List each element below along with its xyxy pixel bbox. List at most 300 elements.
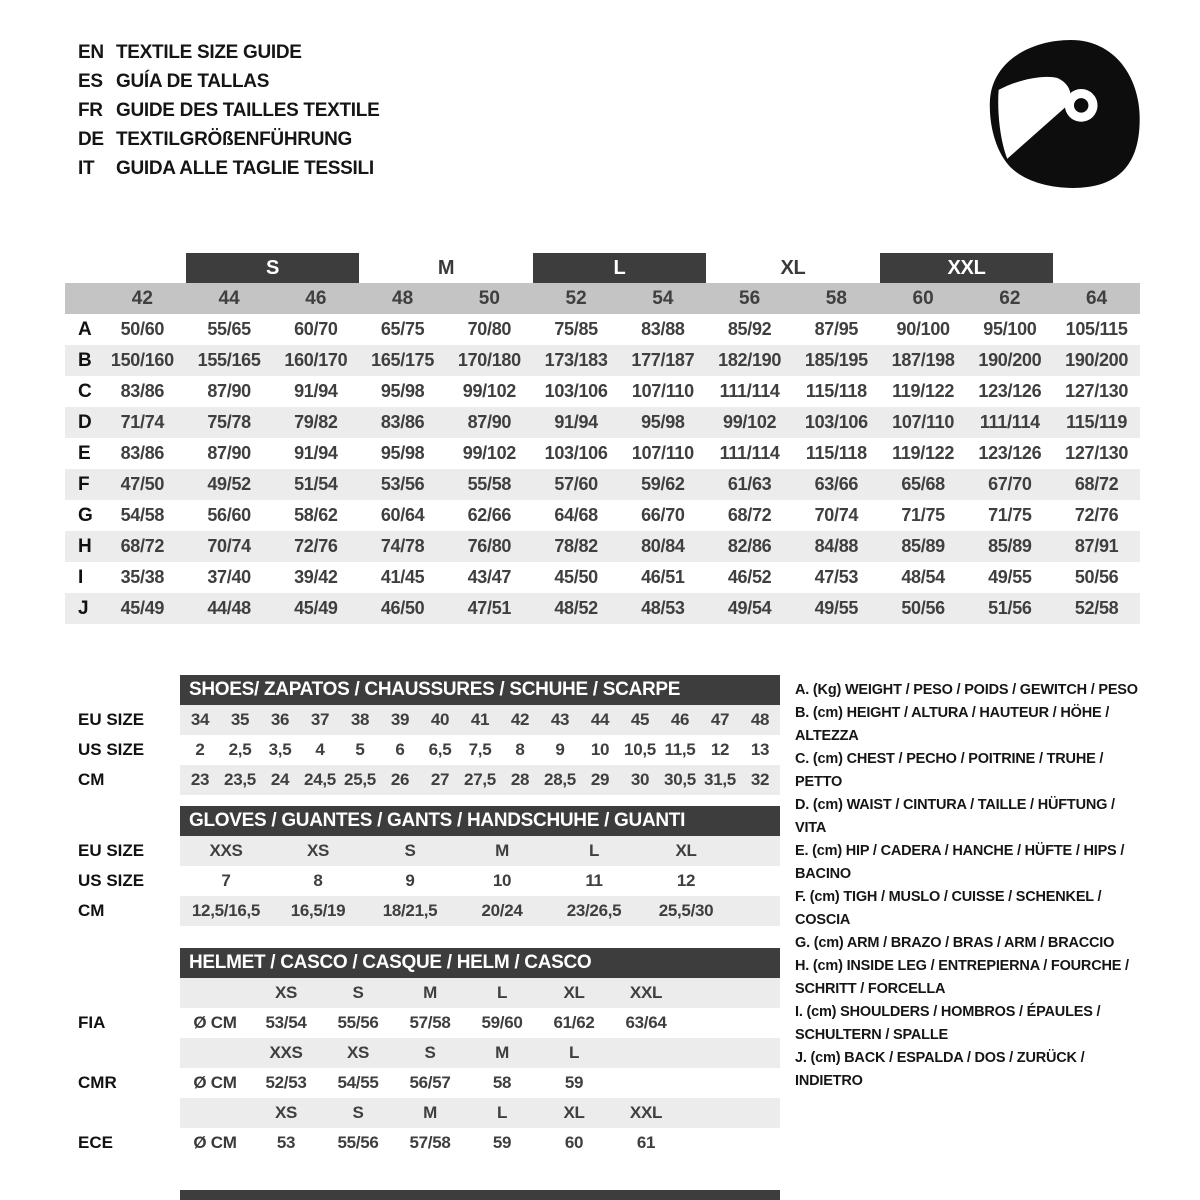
gloves-values [180,866,780,896]
row-letter: J [78,598,89,619]
helmet-size-label: M [495,1043,509,1062]
size-value: L [588,841,600,860]
measure-row-e [65,438,1140,469]
size-value: 85/92 [727,319,772,339]
size-value: 59/60 [481,1013,523,1032]
column-header: 48 [392,288,414,309]
diameter-unit: Ø CM [193,1073,237,1092]
size-value: 75/78 [207,412,251,432]
helmet-size-label: L [568,1043,580,1062]
size-value: 60 [564,1133,584,1152]
language-title: GUÍA DE TALLAS [116,71,270,92]
size-value: 190/200 [978,350,1042,370]
column-header: 60 [912,288,934,309]
size-value: 91/94 [294,381,338,401]
helmet-size-label: M [423,983,437,1002]
size-value: 47 [710,710,730,729]
size-value: 150/160 [110,350,174,370]
size-value: 30,5 [664,770,696,789]
size-value: 60/64 [380,505,425,525]
size-value: 48/54 [901,567,945,587]
size-value: 95/100 [983,319,1037,339]
size-value: 115/118 [805,443,867,463]
size-value: 36 [270,710,290,729]
spacer [180,978,250,1008]
size-value: 57/60 [554,474,598,494]
gloves-section-title: GLOVES / GUANTES / GANTS / HANDSCHUHE / GUANTI [180,806,780,836]
textile-size-table [65,253,1140,624]
spacer [65,1038,180,1068]
size-value: 31,5 [704,770,736,789]
size-value: 6 [395,740,405,759]
size-value: 115/119 [1066,412,1128,432]
row-letter: C [78,381,92,402]
language-code: DE [78,129,104,150]
column-header: 44 [218,288,240,309]
measure-row-a [65,314,1140,345]
size-value: 41/45 [380,567,425,587]
size-value: 59/62 [641,474,685,494]
size-value: 68/72 [120,536,165,556]
size-value: 62/66 [467,505,512,525]
measure-row-f [65,469,1140,500]
size-group-xl: XL [780,257,806,279]
size-value: 46/50 [380,598,425,618]
size-value: 84/88 [814,536,859,556]
size-value: 61/63 [727,474,772,494]
measure-row-b [65,345,1140,376]
shoes-rows [65,705,780,795]
size-value: 160/170 [284,350,348,370]
size-value: 177/187 [631,350,695,370]
size-value: 18/21,5 [382,901,438,920]
size-value: 99/102 [462,381,516,401]
size-value: 61/62 [553,1013,595,1032]
helmet-sizes-row-cmr [65,1038,780,1068]
size-value: 29 [590,770,610,789]
size-value: 119/122 [892,381,955,401]
next-section-bar-cutoff [180,1190,780,1200]
shoes-section-title: SHOES/ ZAPATOS / CHAUSSURES / SCHUHE / SCARPE [180,675,780,705]
legend-item-a: A. (Kg) WEIGHT / PESO / POIDS / GEWITCH / PESO [795,682,1138,698]
size-value: 49/54 [727,598,772,618]
standard-label-cmr: CMR [78,1073,117,1092]
size-value: 12,5/16,5 [191,901,261,920]
size-value: 70/80 [467,319,512,339]
measure-row-j [65,593,1140,624]
size-value: 8 [515,740,525,759]
size-value: 25,5 [344,770,376,789]
shoes-values [180,735,780,765]
spacer [65,978,180,1008]
size-value: 85/89 [901,536,945,556]
size-value: 56/57 [409,1073,451,1092]
size-value: 46/51 [641,567,685,587]
language-code: FR [78,100,103,121]
size-value: 23 [190,770,210,789]
helmet-size-label: S [352,1103,364,1122]
language-row [78,96,379,125]
shoes-label-us-size: US SIZE [78,740,145,759]
size-value: XL [675,841,697,860]
size-value: 82/86 [727,536,772,556]
language-code: EN [78,42,104,63]
helmet-values [180,1068,780,1098]
size-value: 65/68 [901,474,945,494]
size-value: 9 [555,740,565,759]
racing-helmet-icon [978,28,1150,200]
helmet-sizes-row-fia [65,978,780,1008]
size-value: 16,5/19 [290,901,346,920]
legend-item-b: B. (cm) HEIGHT / ALTURA / HAUTEUR / HÖHE / ALTEZZA [795,705,1110,744]
size-value: 10 [590,740,610,759]
size-value: 50/56 [901,598,945,618]
size-value: 63/64 [625,1013,667,1032]
size-value: 64/68 [554,505,598,525]
legend-item-h: H. (cm) INSIDE LEG / ENTREPIERNA / FOURCHE / SCHRITT / FORCELLA [795,958,1129,997]
size-value: 83/86 [120,443,165,463]
shoes-row [65,735,780,765]
column-header: 46 [305,288,327,309]
size-value: 27,5 [464,770,496,789]
size-value: 71/74 [120,412,165,432]
diameter-unit: Ø CM [193,1133,237,1152]
size-value: 45 [630,710,650,729]
size-value: 43 [550,710,570,729]
row-letter: D [78,412,92,433]
size-value: 58/62 [294,505,338,525]
helmet-values-row-fia [65,1008,780,1038]
size-value: 44 [590,710,610,729]
language-title: GUIDE DES TAILLES TEXTILE [116,100,380,121]
helmet-size-label: XS [346,1043,370,1062]
size-value: M [495,841,509,860]
size-value: 71/75 [988,505,1032,525]
size-value: 107/110 [631,443,694,463]
helmet-values-row-cmr [65,1068,780,1098]
helmet-values [180,1128,780,1158]
column-header: 42 [131,288,153,309]
size-value: 35 [230,710,250,729]
size-value: 107/110 [631,381,694,401]
size-value: 47/51 [467,598,512,618]
size-value: 71/75 [901,505,945,525]
size-value: 54/58 [120,505,165,525]
size-value: 155/165 [197,350,261,370]
standard-label-ece: ECE [78,1133,113,1152]
size-value: 80/84 [641,536,685,556]
size-value: 43/47 [467,567,512,587]
measure-row-i [65,562,1140,593]
column-header: 52 [565,288,587,309]
size-value: 105/115 [1065,319,1128,339]
size-value: 111/114 [719,381,780,401]
size-value: 53 [276,1133,296,1152]
size-value: 24,5 [304,770,336,789]
language-code: ES [78,71,103,92]
size-value: 72/76 [1074,505,1119,525]
size-value: 34 [190,710,210,729]
gloves-values [180,836,780,866]
size-value: 95/98 [641,412,685,432]
size-value: 2 [195,740,205,759]
helmet-size-label: L [496,1103,508,1122]
size-value: 8 [313,871,323,890]
size-value: 185/195 [804,350,868,370]
shoes-row [65,705,780,735]
gloves-size-section [65,806,780,926]
size-value: 72/76 [294,536,338,556]
size-value: 46/52 [727,567,772,587]
helmet-size-headers [180,978,780,1008]
row-letter: A [78,319,92,340]
size-value: 7 [221,871,231,890]
legend-item-c: C. (cm) CHEST / PECHO / POITRINE / TRUHE / PETTO [795,751,1104,790]
column-header: 58 [825,288,847,309]
size-group-header-row [65,253,1140,283]
size-value: 53/54 [265,1013,307,1032]
size-value: 87/90 [207,381,251,401]
helmet-size-label: S [352,983,364,1002]
shoes-values [180,705,780,735]
size-value: 70/74 [814,505,859,525]
column-header: 50 [478,288,500,309]
size-value: 45/49 [294,598,338,618]
size-value: 45/50 [554,567,598,587]
size-value: 51/54 [294,474,338,494]
size-value: 49/52 [207,474,251,494]
size-value: 56/60 [207,505,251,525]
size-value: 10,5 [624,740,656,759]
gloves-label-eu-size: EU SIZE [78,841,145,860]
size-value: 27 [430,770,450,789]
size-value: 103/106 [804,412,868,432]
size-value: 40 [430,710,450,729]
size-value: 13 [750,740,770,759]
gloves-row [65,836,780,866]
size-value: 24 [270,770,290,789]
size-value: 7,5 [468,740,492,759]
size-value: 170/180 [457,350,521,370]
language-row [78,154,379,183]
size-value: 165/175 [371,350,435,370]
gloves-row [65,866,780,896]
shoes-label-cm: CM [78,770,105,789]
column-header: 62 [999,288,1021,309]
helmet-size-label: XXL [629,1103,663,1122]
numeric-size-column-row [65,283,1140,314]
size-value: 63/66 [814,474,859,494]
size-value: 20/24 [481,901,523,920]
size-value: 60/70 [294,319,338,339]
size-value: 37 [310,710,330,729]
spacer [180,1038,250,1068]
size-value: 50/60 [120,319,165,339]
column-header: 56 [739,288,761,309]
size-value: 55/65 [207,319,251,339]
size-value: 68/72 [727,505,772,525]
measure-row-g [65,500,1140,531]
measure-row-c [65,376,1140,407]
shoes-row [65,765,780,795]
size-value: 46 [670,710,690,729]
size-value: 12 [710,740,730,759]
helmet-values [180,1008,780,1038]
helmet-sizes-row-ece [65,1098,780,1128]
size-value: 35/38 [120,567,165,587]
size-value: 3,5 [268,740,292,759]
size-value: 182/190 [718,350,782,370]
size-value: 83/86 [380,412,425,432]
legend-item-g: G. (cm) ARM / BRAZO / BRAS / ARM / BRACCIO [795,935,1115,951]
size-value: 123/126 [978,381,1042,401]
size-value: 59 [564,1073,584,1092]
language-row [78,125,379,154]
size-value: 49/55 [988,567,1032,587]
size-value: 50/56 [1074,567,1119,587]
column-header: 64 [1086,288,1108,309]
gloves-rows [65,836,780,926]
size-value: 87/95 [814,319,859,339]
size-value: 111/114 [719,443,780,463]
size-value: 127/130 [1065,443,1129,463]
size-value: XS [306,841,330,860]
column-header: 54 [652,288,674,309]
size-value: 25,5/30 [658,901,714,920]
size-value: 58 [492,1073,512,1092]
size-value: 45/49 [120,598,165,618]
size-value: 67/70 [988,474,1032,494]
size-value: 57/58 [409,1013,451,1032]
row-letter: G [78,505,93,526]
row-letter: H [78,536,92,557]
size-value: 38 [350,710,370,729]
language-title-list [78,38,379,183]
size-value: 187/198 [891,350,955,370]
size-value: 103/106 [544,443,608,463]
language-row [78,67,379,96]
diameter-unit: Ø CM [193,1013,237,1032]
size-value: 39 [390,710,410,729]
size-value: 48/53 [641,598,685,618]
size-value: S [404,841,416,860]
legend-item-e: E. (cm) HIP / CADERA / HANCHE / HÜFTE / HIPS / BACINO [795,843,1125,882]
gloves-row [65,896,780,926]
size-value: 66/70 [641,505,685,525]
measurement-legend [795,679,1147,1093]
size-value: 107/110 [892,412,955,432]
size-group-s: S [186,253,360,283]
size-value: 99/102 [722,412,777,432]
size-group-m: M [437,257,455,279]
size-value: 75/85 [554,319,598,339]
size-value: 76/80 [467,536,512,556]
legend-item-f: F. (cm) TIGH / MUSLO / CUISSE / SCHENKEL / COSCIA [795,889,1102,928]
legend-item-d: D. (cm) WAIST / CINTURA / TAILLE / HÜFTUNG / VITA [795,797,1115,836]
helmet-size-label: XL [563,1103,585,1122]
helmet-section-title: HELMET / CASCO / CASQUE / HELM / CASCO [180,948,780,978]
language-code: IT [78,158,95,179]
size-group-xxl: XXL [880,253,1054,283]
size-value: 103/106 [544,381,608,401]
size-value: 78/82 [554,536,598,556]
size-value: 57/58 [409,1133,451,1152]
row-letter: B [78,350,92,371]
helmet-size-label [610,1038,682,1068]
gloves-values [180,896,780,926]
size-value: 61 [636,1133,656,1152]
row-letter: F [78,474,90,495]
size-value: 23/26,5 [566,901,622,920]
size-value: 55/56 [337,1133,379,1152]
helmet-size-label: XS [274,983,298,1002]
helmet-size-label: XL [563,983,585,1002]
size-value: 59 [492,1133,512,1152]
measure-row-d [65,407,1140,438]
helmet-size-label: XXS [269,1043,303,1062]
size-value: 41 [470,710,490,729]
row-letter: I [78,567,84,588]
size-value: 127/130 [1065,381,1129,401]
standard-label-fia: FIA [78,1013,106,1032]
size-value: 119/122 [892,443,955,463]
size-value: 85/89 [988,536,1032,556]
gloves-label-cm: CM [78,901,105,920]
size-value: 99/102 [462,443,516,463]
helmet-size-label: L [496,983,508,1002]
size-value: XXS [209,841,243,860]
size-value: 47/53 [814,567,859,587]
size-value: 87/91 [1074,536,1119,556]
helmet-size-label: XS [274,1103,298,1122]
size-value: 68/72 [1074,474,1119,494]
size-value: 79/82 [294,412,338,432]
size-value: 48 [750,710,770,729]
size-value [610,1068,682,1098]
helmet-size-label: XXL [629,983,663,1002]
size-value: 48/52 [554,598,598,618]
shoes-size-section [65,675,780,795]
helmet-values-row-ece [65,1128,780,1158]
legend-item-i: I. (cm) SHOULDERS / HOMBROS / ÉPAULES / SCHULTERN / SPALLE [795,1004,1101,1043]
size-value: 49/55 [814,598,859,618]
size-value: 83/86 [120,381,165,401]
size-value: 42 [510,710,530,729]
spacer [180,1098,250,1128]
size-value: 91/94 [554,412,598,432]
gloves-label-us-size: US SIZE [78,871,145,890]
spacer [65,1098,180,1128]
size-value: 5 [355,740,365,759]
size-value: 190/200 [1065,350,1129,370]
size-value: 111/114 [979,412,1040,432]
size-value: 115/118 [805,381,867,401]
size-value: 11,5 [664,740,696,759]
size-value: 83/88 [641,319,685,339]
size-value: 65/75 [380,319,425,339]
size-value: 52/58 [1074,598,1119,618]
size-value: 9 [405,871,415,890]
size-value: 53/56 [380,474,425,494]
helmet-size-headers [180,1038,780,1068]
legend-item-j: J. (cm) BACK / ESPALDA / DOS / ZURÜCK / INDIETRO [795,1050,1085,1089]
shoes-label-eu-size: EU SIZE [78,710,145,729]
size-value: 4 [315,740,325,759]
size-value: 26 [390,770,410,789]
helmet-size-label: M [423,1103,437,1122]
size-value: 12 [676,871,696,890]
measure-row-h [65,531,1140,562]
